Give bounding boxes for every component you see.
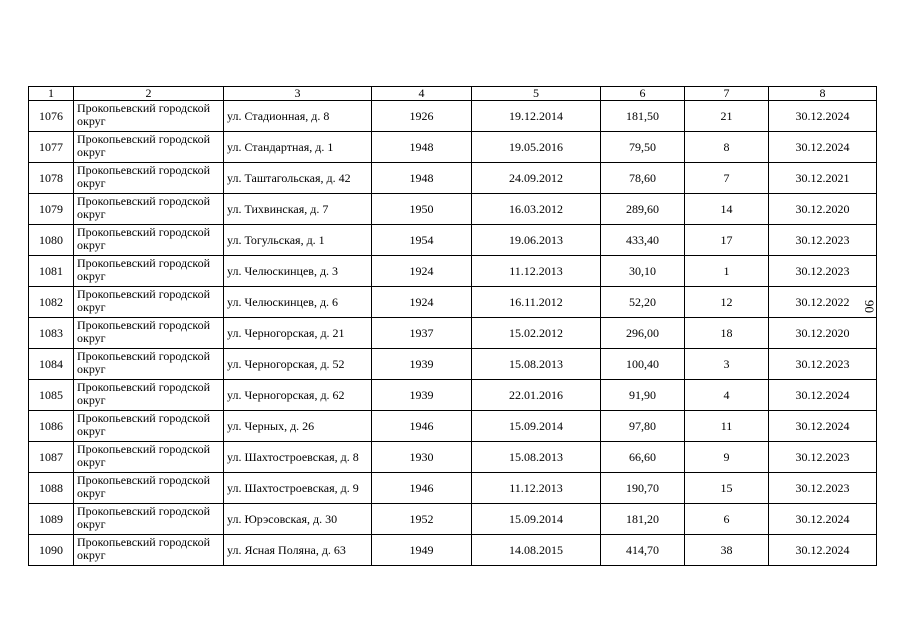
column-header: 3 (224, 87, 372, 101)
cell-area: 414,70 (601, 535, 685, 566)
table-row (29, 287, 877, 318)
cell-build-year: 1950 (372, 194, 472, 225)
table-row (29, 380, 877, 411)
table-row (29, 101, 877, 132)
table-row (29, 442, 877, 473)
cell-row-number: 1084 (29, 349, 74, 380)
table-row (29, 504, 877, 535)
cell-count: 6 (685, 504, 769, 535)
cell-address: ул. Шахтостроевская, д. 8 (224, 442, 372, 473)
cell-area: 181,20 (601, 504, 685, 535)
cell-address: ул. Ясная Поляна, д. 63 (224, 535, 372, 566)
cell-date: 24.09.2012 (472, 163, 601, 194)
cell-date: 15.08.2013 (472, 349, 601, 380)
cell-count: 7 (685, 163, 769, 194)
table-row (29, 132, 877, 163)
cell-build-year: 1926 (372, 101, 472, 132)
page-number: 90 (862, 300, 877, 313)
cell-deadline: 30.12.2023 (769, 442, 877, 473)
cell-address: ул. Тогульская, д. 1 (224, 225, 372, 256)
cell-date: 19.06.2013 (472, 225, 601, 256)
cell-build-year: 1930 (372, 442, 472, 473)
cell-area: 181,50 (601, 101, 685, 132)
document-page (28, 86, 876, 566)
cell-area: 433,40 (601, 225, 685, 256)
table-row (29, 194, 877, 225)
cell-date: 16.11.2012 (472, 287, 601, 318)
cell-count: 4 (685, 380, 769, 411)
cell-count: 18 (685, 318, 769, 349)
cell-date: 11.12.2013 (472, 473, 601, 504)
cell-address: ул. Шахтостроевская, д. 9 (224, 473, 372, 504)
cell-area: 66,60 (601, 442, 685, 473)
cell-deadline: 30.12.2023 (769, 225, 877, 256)
cell-area: 100,40 (601, 349, 685, 380)
cell-municipality: Прокопьевский городской округ (74, 194, 224, 225)
cell-date: 15.09.2014 (472, 504, 601, 535)
cell-build-year: 1954 (372, 225, 472, 256)
cell-municipality: Прокопьевский городской округ (74, 349, 224, 380)
cell-deadline: 30.12.2021 (769, 163, 877, 194)
cell-deadline: 30.12.2024 (769, 132, 877, 163)
cell-municipality: Прокопьевский городской округ (74, 473, 224, 504)
cell-address: ул. Челюскинцев, д. 3 (224, 256, 372, 287)
cell-address: ул. Черногорская, д. 52 (224, 349, 372, 380)
cell-date: 22.01.2016 (472, 380, 601, 411)
cell-deadline: 30.12.2024 (769, 101, 877, 132)
cell-address: ул. Черногорская, д. 62 (224, 380, 372, 411)
cell-area: 79,50 (601, 132, 685, 163)
cell-build-year: 1948 (372, 163, 472, 194)
cell-municipality: Прокопьевский городской округ (74, 163, 224, 194)
cell-date: 11.12.2013 (472, 256, 601, 287)
table-row (29, 318, 877, 349)
cell-row-number: 1086 (29, 411, 74, 442)
table-row (29, 535, 877, 566)
cell-address: ул. Стандартная, д. 1 (224, 132, 372, 163)
cell-count: 12 (685, 287, 769, 318)
cell-area: 30,10 (601, 256, 685, 287)
cell-deadline: 30.12.2023 (769, 256, 877, 287)
table-row (29, 163, 877, 194)
cell-date: 19.05.2016 (472, 132, 601, 163)
cell-area: 296,00 (601, 318, 685, 349)
column-header: 7 (685, 87, 769, 101)
cell-row-number: 1082 (29, 287, 74, 318)
cell-row-number: 1089 (29, 504, 74, 535)
cell-count: 8 (685, 132, 769, 163)
cell-address: ул. Стадионная, д. 8 (224, 101, 372, 132)
cell-row-number: 1085 (29, 380, 74, 411)
cell-municipality: Прокопьевский городской округ (74, 318, 224, 349)
table-row (29, 225, 877, 256)
cell-date: 19.12.2014 (472, 101, 601, 132)
column-header: 5 (472, 87, 601, 101)
cell-address: ул. Черных, д. 26 (224, 411, 372, 442)
cell-build-year: 1924 (372, 256, 472, 287)
cell-municipality: Прокопьевский городской округ (74, 380, 224, 411)
cell-count: 15 (685, 473, 769, 504)
cell-build-year: 1949 (372, 535, 472, 566)
column-header: 8 (769, 87, 877, 101)
cell-municipality: Прокопьевский городской округ (74, 225, 224, 256)
column-header: 2 (74, 87, 224, 101)
cell-address: ул. Юрэсовская, д. 30 (224, 504, 372, 535)
cell-build-year: 1952 (372, 504, 472, 535)
cell-area: 190,70 (601, 473, 685, 504)
cell-count: 21 (685, 101, 769, 132)
table-row (29, 349, 877, 380)
cell-deadline: 30.12.2022 (769, 287, 877, 318)
cell-count: 17 (685, 225, 769, 256)
column-header: 6 (601, 87, 685, 101)
table-row (29, 256, 877, 287)
cell-row-number: 1090 (29, 535, 74, 566)
cell-municipality: Прокопьевский городской округ (74, 504, 224, 535)
cell-count: 38 (685, 535, 769, 566)
cell-address: ул. Таштагольская, д. 42 (224, 163, 372, 194)
cell-deadline: 30.12.2024 (769, 411, 877, 442)
cell-date: 14.08.2015 (472, 535, 601, 566)
cell-address: ул. Черногорская, д. 21 (224, 318, 372, 349)
table-body (29, 101, 877, 566)
cell-date: 15.02.2012 (472, 318, 601, 349)
cell-area: 52,20 (601, 287, 685, 318)
cell-address: ул. Тихвинская, д. 7 (224, 194, 372, 225)
cell-deadline: 30.12.2020 (769, 194, 877, 225)
cell-row-number: 1077 (29, 132, 74, 163)
cell-date: 15.09.2014 (472, 411, 601, 442)
cell-build-year: 1948 (372, 132, 472, 163)
cell-count: 9 (685, 442, 769, 473)
cell-area: 289,60 (601, 194, 685, 225)
cell-row-number: 1079 (29, 194, 74, 225)
cell-deadline: 30.12.2024 (769, 504, 877, 535)
cell-municipality: Прокопьевский городской округ (74, 411, 224, 442)
cell-row-number: 1080 (29, 225, 74, 256)
column-header: 1 (29, 87, 74, 101)
housing-table (28, 86, 877, 566)
cell-municipality: Прокопьевский городской округ (74, 101, 224, 132)
cell-deadline: 30.12.2024 (769, 535, 877, 566)
cell-row-number: 1088 (29, 473, 74, 504)
cell-build-year: 1924 (372, 287, 472, 318)
cell-row-number: 1078 (29, 163, 74, 194)
cell-municipality: Прокопьевский городской округ (74, 132, 224, 163)
cell-municipality: Прокопьевский городской округ (74, 442, 224, 473)
cell-municipality: Прокопьевский городской округ (74, 287, 224, 318)
cell-deadline: 30.12.2023 (769, 473, 877, 504)
table-row (29, 473, 877, 504)
header-row (29, 87, 877, 101)
cell-row-number: 1081 (29, 256, 74, 287)
cell-municipality: Прокопьевский городской округ (74, 256, 224, 287)
column-header: 4 (372, 87, 472, 101)
cell-build-year: 1939 (372, 380, 472, 411)
cell-build-year: 1946 (372, 473, 472, 504)
cell-municipality: Прокопьевский городской округ (74, 535, 224, 566)
cell-row-number: 1076 (29, 101, 74, 132)
cell-date: 15.08.2013 (472, 442, 601, 473)
cell-area: 78,60 (601, 163, 685, 194)
cell-deadline: 30.12.2020 (769, 318, 877, 349)
cell-deadline: 30.12.2024 (769, 380, 877, 411)
cell-address: ул. Челюскинцев, д. 6 (224, 287, 372, 318)
cell-area: 97,80 (601, 411, 685, 442)
cell-row-number: 1087 (29, 442, 74, 473)
cell-build-year: 1937 (372, 318, 472, 349)
cell-area: 91,90 (601, 380, 685, 411)
cell-count: 11 (685, 411, 769, 442)
cell-deadline: 30.12.2023 (769, 349, 877, 380)
cell-count: 3 (685, 349, 769, 380)
table-row (29, 411, 877, 442)
cell-date: 16.03.2012 (472, 194, 601, 225)
cell-count: 14 (685, 194, 769, 225)
cell-build-year: 1946 (372, 411, 472, 442)
cell-build-year: 1939 (372, 349, 472, 380)
cell-row-number: 1083 (29, 318, 74, 349)
cell-count: 1 (685, 256, 769, 287)
